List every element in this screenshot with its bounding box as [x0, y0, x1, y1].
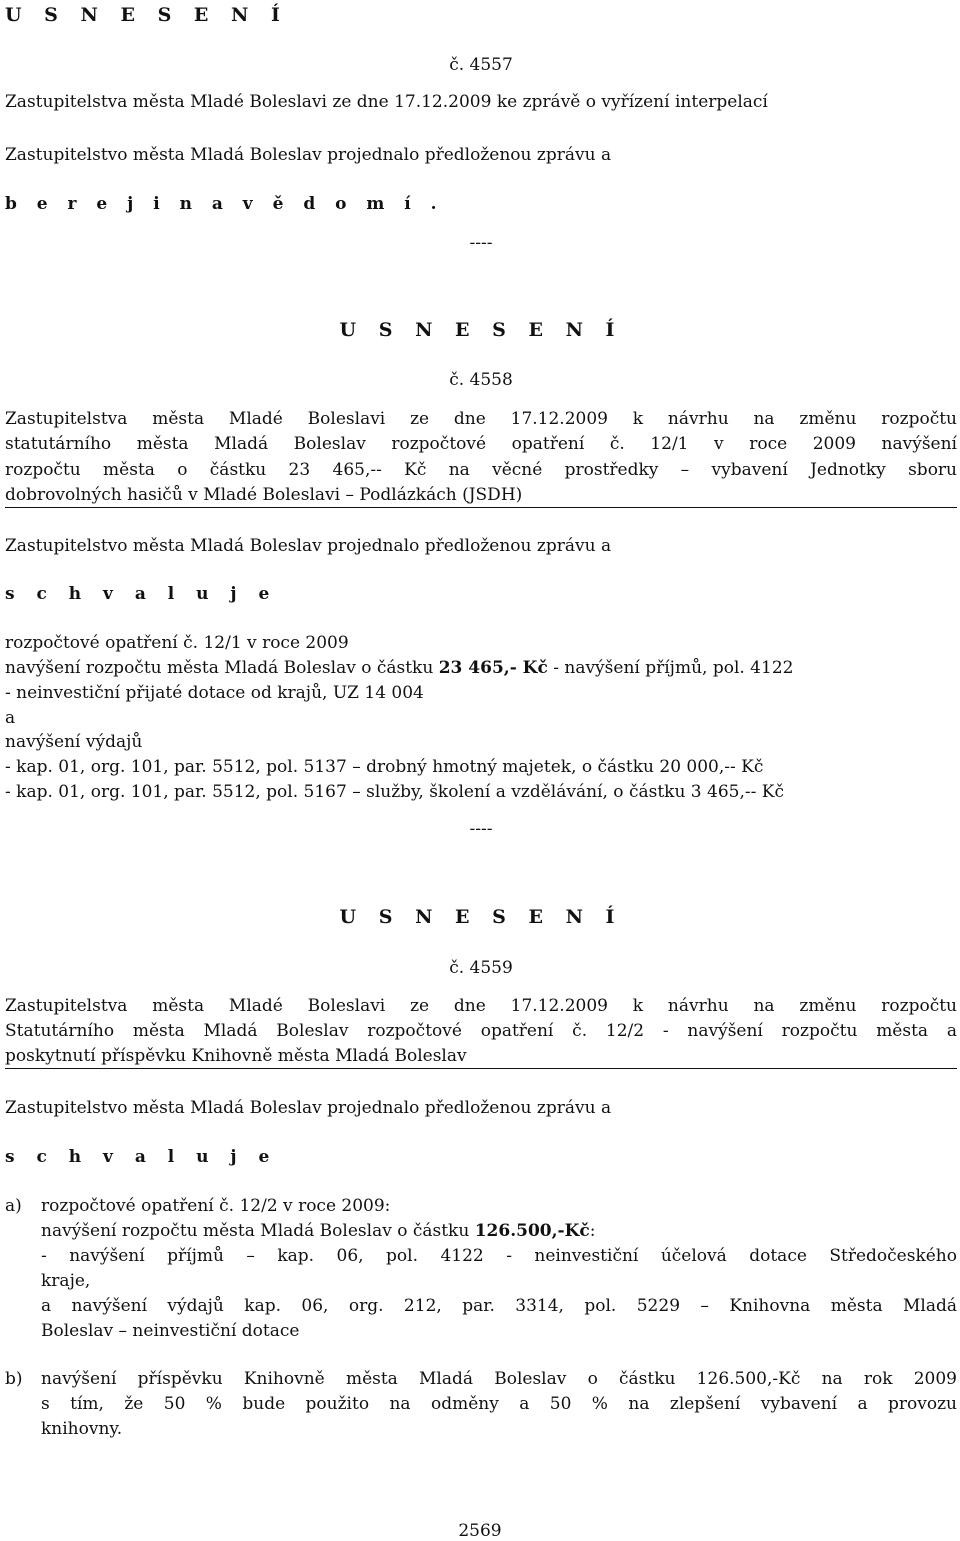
res2-intro-line-2: statutárního města Mladá Boleslav rozpočtové opatření č. 12/1 v roce 2009 navýšení — [5, 434, 957, 454]
res3-item-a-label: a) — [5, 1196, 22, 1216]
res2-expense-item-2: - kap. 01, org. 101, par. 5512, pol. 5167 – služby, školení a vzdělávání, o částku 3 465,-- Kč — [5, 782, 784, 802]
res3-underline — [5, 1068, 957, 1069]
res2-number: č. 4558 — [449, 370, 513, 390]
res2-decision: s c h v a l u j e — [5, 584, 278, 604]
res2-increase-tail: - navýšení příjmů, pol. 4122 — [547, 658, 794, 678]
res3-item-a-line-2-text: navýšení rozpočtu města Mladá Boleslav o částku — [41, 1221, 475, 1241]
res1-council: Zastupitelstvo města Mladá Boleslav projednalo předloženou zprávu a — [5, 145, 612, 165]
res2-separator: ---- — [469, 819, 493, 839]
res3-heading: U S N E S E N Í — [339, 906, 623, 928]
res3-item-b-line-3: knihovny. — [41, 1419, 123, 1439]
res3-item-b-line-2: s tím, že 50 % bude použito na odměny a 50 % na zlepšení vybavení a provozu — [41, 1394, 957, 1414]
res3-intro-line-3: poskytnutí příspěvku Knihovně města Mladá Boleslav — [5, 1046, 467, 1066]
res3-item-a-line-2-tail: : — [589, 1221, 596, 1241]
res2-heading: U S N E S E N Í — [339, 319, 623, 341]
res3-intro-line-2: Statutárního města Mladá Boleslav rozpočtové opatření č. 12/2 - navýšení rozpočtu města a — [5, 1021, 957, 1041]
res2-council: Zastupitelstvo města Mladá Boleslav projednalo předloženou zprávu a — [5, 536, 612, 556]
res3-item-a-line-2 — [41, 1220, 957, 1242]
res3-item-a-line-4: kraje, — [41, 1271, 91, 1291]
res3-item-a-line-1: rozpočtové opatření č. 12/2 v roce 2009: — [41, 1196, 391, 1216]
res3-item-b-line-1: navýšení příspěvku Knihovně města Mladá Boleslav o částku 126.500,-Kč na rok 2009 — [41, 1369, 957, 1389]
res3-item-b-label: b) — [5, 1369, 23, 1389]
res3-item-a-line-6: Boleslav – neinvestiční dotace — [41, 1321, 300, 1341]
res2-intro-line-1: Zastupitelstva města Mladé Boleslavi ze dne 17.12.2009 k návrhu na změnu rozpočtu — [5, 409, 957, 429]
res2-expense-item-1: - kap. 01, org. 101, par. 5512, pol. 5137 – drobný hmotný majetek, o částku 20 000,-- Kč — [5, 757, 764, 777]
res1-number: č. 4557 — [449, 55, 513, 75]
res2-increase-text: navýšení rozpočtu města Mladá Boleslav o částku — [5, 658, 439, 678]
res2-increase-amount: 23 465,- Kč — [438, 658, 548, 678]
res2-intro-line-3: rozpočtu města o částku 23 465,-- Kč na věcné prostředky – vybavení Jednotky sboru — [5, 460, 957, 480]
res2-and: a — [5, 708, 16, 728]
res1-separator: ---- — [469, 233, 493, 253]
res1-heading: U S N E S E N Í — [5, 4, 288, 26]
res2-measure: rozpočtové opatření č. 12/1 v roce 2009 — [5, 633, 349, 653]
res3-council: Zastupitelstvo města Mladá Boleslav projednalo předloženou zprávu a — [5, 1098, 612, 1118]
res3-number: č. 4559 — [449, 958, 513, 978]
page-number: 2569 — [458, 1521, 502, 1541]
res3-item-a-amount: 126.500,-Kč — [474, 1221, 590, 1241]
res3-intro-line-1: Zastupitelstva města Mladé Boleslavi ze dne 17.12.2009 k návrhu na změnu rozpočtu — [5, 996, 957, 1016]
res2-underline — [5, 507, 957, 508]
res3-item-a-line-3: - navýšení příjmů – kap. 06, pol. 4122 - neinvestiční účelová dotace Středočeského — [41, 1246, 957, 1266]
res1-intro: Zastupitelstva města Mladé Boleslavi ze dne 17.12.2009 ke zprávě o vyřízení interpelací — [5, 92, 768, 112]
res2-grant: - neinvestiční přijaté dotace od krajů, UZ 14 004 — [5, 683, 424, 703]
res3-item-a-line-5: a navýšení výdajů kap. 06, org. 212, par. 3314, pol. 5229 – Knihovna města Mladá — [41, 1296, 957, 1316]
res2-increase — [5, 657, 957, 679]
res2-expense: navýšení výdajů — [5, 732, 143, 752]
res2-intro-line-4: dobrovolných hasičů v Mladé Boleslavi – Podlázkách (JSDH) — [5, 485, 523, 505]
res1-decision: b e r e j i n a v ě d o m í . — [5, 194, 444, 214]
res3-decision: s c h v a l u j e — [5, 1147, 278, 1167]
